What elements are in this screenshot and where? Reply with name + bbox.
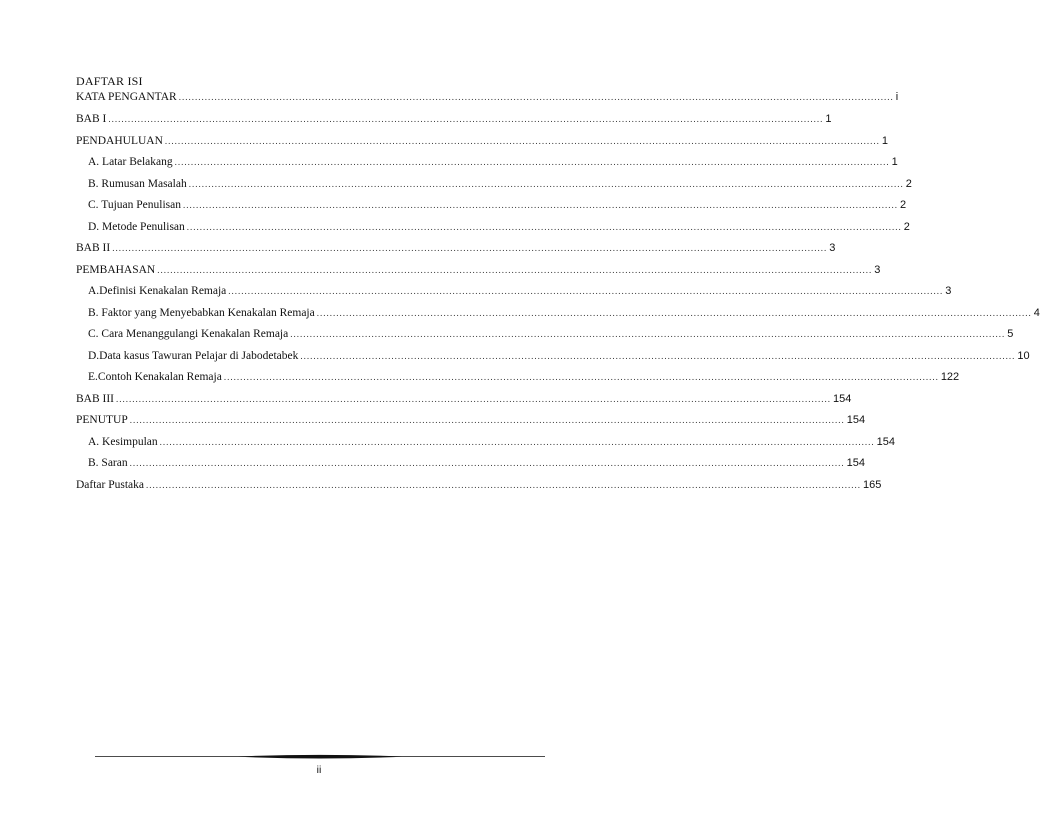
toc-entry-label: C. Tujuan Penulisan <box>88 199 181 211</box>
toc-dot-leader: ............................................................................................................................................................................................................................ <box>182 200 898 210</box>
table-of-contents <box>76 91 1040 500</box>
toc-entry-label: B. Saran <box>88 457 128 469</box>
toc-dot-leader: ............................................................................................................................................................................................................................ <box>129 458 845 468</box>
toc-entry <box>76 435 895 458</box>
page-title: DAFTAR ISI <box>76 74 143 88</box>
toc-dot-leader: ............................................................................................................................................................................................................................ <box>108 114 824 124</box>
toc-entry-label: B. Rumusan Masalah <box>88 177 187 190</box>
toc-dot-leader: ............................................................................................................................................................................................................................ <box>186 221 902 232</box>
toc-entry-page: 3 <box>829 242 836 254</box>
toc-entry-page: 165 <box>863 478 882 491</box>
toc-entry-label: Daftar Pustaka <box>76 478 145 491</box>
toc-dot-leader: ............................................................................................................................................................................................................................ <box>116 393 832 404</box>
toc-entry-page: 2 <box>905 177 912 190</box>
toc-dot-leader: ............................................................................................................................................................................................................................ <box>223 372 939 382</box>
toc-dot-leader: ............................................................................................................................................................................................................................ <box>178 92 894 102</box>
toc-entry-page: 2 <box>899 199 907 211</box>
toc-dot-leader: ............................................................................................................................................................................................................................ <box>290 329 1006 339</box>
toc-entry <box>76 113 832 135</box>
toc-entry <box>76 242 836 264</box>
toc-entry-page: 1 <box>881 134 889 147</box>
toc-entry <box>76 134 889 157</box>
toc-dot-leader: ............................................................................................................................................................................................................................ <box>174 157 890 167</box>
toc-entry <box>76 349 1030 372</box>
toc-entry <box>76 220 910 243</box>
toc-entry-page: 3 <box>945 285 952 297</box>
toc-entry-page: 10 <box>1017 349 1030 362</box>
toc-entry-page: 122 <box>940 371 960 383</box>
toc-dot-leader: ............................................................................................................................................................................................................................ <box>112 243 828 253</box>
footer-divider <box>95 753 545 761</box>
toc-dot-leader: ............................................................................................................................................................................................................................ <box>228 286 944 296</box>
toc-entry <box>76 414 866 436</box>
toc-entry-label: B. Faktor yang Menyebabkan Kenakalan Remaja <box>88 306 315 319</box>
toc-dot-leader: ............................................................................................................................................................................................................................ <box>316 307 1032 318</box>
toc-entry-page: 1 <box>825 113 832 125</box>
toc-entry-page: 3 <box>874 263 881 276</box>
toc-entry-page: 5 <box>1007 328 1014 340</box>
toc-entry <box>76 371 960 393</box>
toc-entry <box>76 199 907 221</box>
toc-entry <box>76 91 899 113</box>
toc-entry-label: A. Latar Belakang <box>88 156 173 168</box>
toc-entry-label: BAB III <box>76 392 115 405</box>
toc-entry <box>76 306 1040 329</box>
toc-entry-page: 154 <box>876 435 895 448</box>
toc-entry <box>76 478 882 501</box>
toc-dot-leader: ............................................................................................................................................................................................................................ <box>300 350 1016 361</box>
toc-entry <box>76 285 952 307</box>
toc-entry-page: 4 <box>1033 306 1040 319</box>
toc-entry <box>76 177 912 200</box>
toc-entry-label: E.Contoh Kenakalan Remaja <box>88 371 222 383</box>
toc-entry-label: C. Cara Menanggulangi Kenakalan Remaja <box>88 328 289 340</box>
toc-entry-label: BAB I <box>76 113 107 125</box>
toc-entry-label: PENDAHULUAN <box>76 134 163 147</box>
toc-entry-label: PEMBAHASAN <box>76 263 156 276</box>
toc-entry-label: A.Definisi Kenakalan Remaja <box>88 285 227 297</box>
toc-entry <box>76 392 852 415</box>
toc-entry-page: 154 <box>833 392 852 405</box>
toc-entry-page: 2 <box>903 220 910 233</box>
toc-entry-page: 154 <box>846 414 866 426</box>
toc-entry-label: PENUTUP <box>76 414 128 426</box>
toc-dot-leader: ............................................................................................................................................................................................................................ <box>129 415 845 425</box>
toc-dot-leader: ............................................................................................................................................................................................................................ <box>159 436 875 447</box>
toc-entry <box>76 263 881 286</box>
toc-entry-label: D.Data kasus Tawuran Pelajar di Jabodetabek <box>88 349 299 362</box>
toc-dot-leader: ............................................................................................................................................................................................................................ <box>146 479 862 490</box>
toc-entry-label: A. Kesimpulan <box>88 435 158 448</box>
toc-dot-leader: ............................................................................................................................................................................................................................ <box>157 264 873 275</box>
toc-entry-page: 1 <box>891 156 898 168</box>
toc-dot-leader: ............................................................................................................................................................................................................................ <box>188 178 904 189</box>
toc-entry-label: BAB II <box>76 242 111 254</box>
toc-dot-leader: ............................................................................................................................................................................................................................ <box>164 135 880 146</box>
page-number: ii <box>316 764 322 776</box>
toc-entry <box>76 156 898 178</box>
toc-entry <box>76 457 865 479</box>
toc-entry-label: KATA PENGANTAR <box>76 91 177 103</box>
toc-entry-page: i <box>895 91 899 103</box>
toc-entry <box>76 328 1014 350</box>
toc-entry-label: D. Metode Penulisan <box>88 220 185 233</box>
toc-entry-page: 154 <box>846 457 865 469</box>
